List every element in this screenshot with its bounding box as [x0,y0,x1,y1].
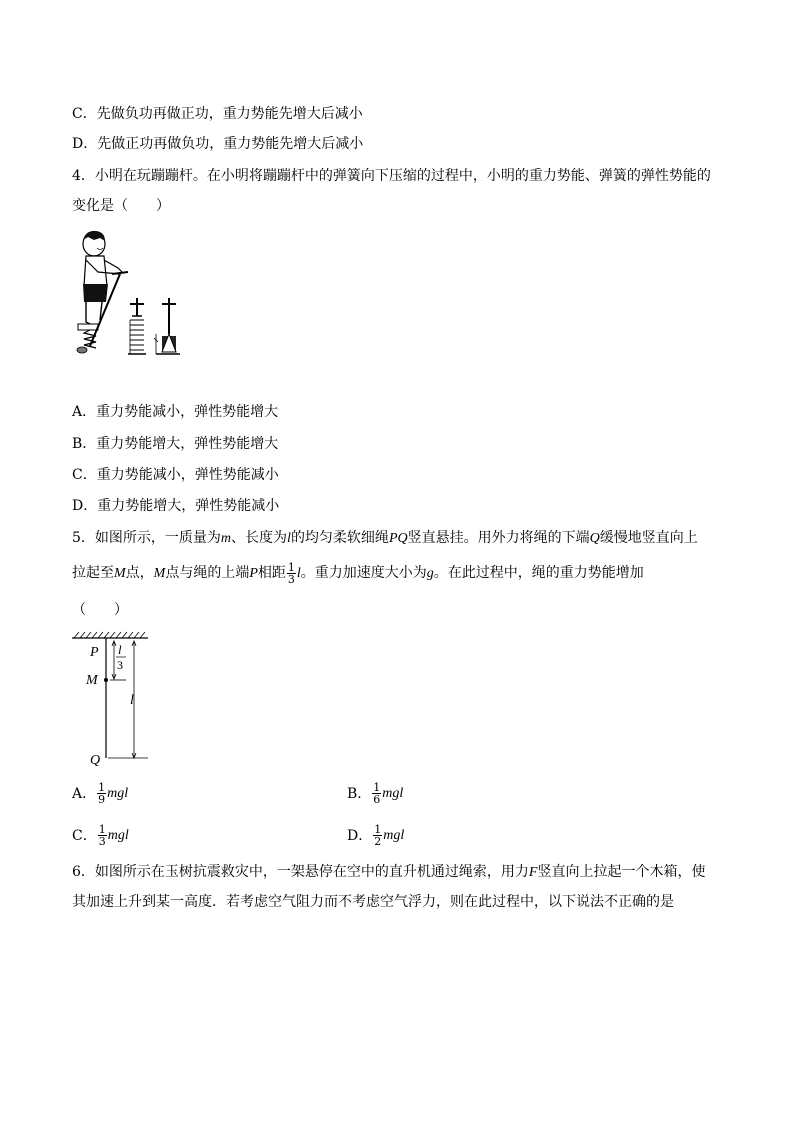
q4-option-a: A．重力势能减小，弹性势能增大 [72,404,279,420]
q4-stem-line2: 变化是（ ） [72,198,170,214]
rope-diagram [72,630,152,766]
q5-option-d: D． $\frac{1}{2}$ mgl [347,823,405,848]
label-m: M [86,673,98,688]
label-p: P [90,645,99,660]
q5-option-a: A． $\frac{1}{9}$ mgl [72,781,129,806]
label-l-full: l [130,693,134,708]
q5-stem-line1: 5．如图所示，一质量为m、长度为l的均匀柔软细绳PQ竖直悬挂。用外力将绳的下端Q缓慢地竖直向上 [72,530,698,546]
label-three: 3 [117,658,123,672]
q6-stem-line2: 其加速上升到某一高度．若考虑空气阻力而不考虑空气浮力，则在此过程中，以下说法不正确的是 [72,894,674,910]
q5-option-b: B． $\frac{1}{6}$ mgl [347,781,404,806]
fraction-one-third: $\frac{1}{3}$ [287,560,295,586]
q4-stem-line1: 4．小明在玩蹦蹦杆。在小明将蹦蹦杆中的弹簧向下压缩的过程中，小明的重力势能、弹簧的弹性势能的 [72,168,711,184]
q4-option-c: C．重力势能减小，弹性势能减小 [72,467,279,483]
q6-stem-line1: 6．如图所示在玉树抗震救灾中，一架悬停在空中的直升机通过绳索，用力F竖直向上拉起一个木箱，使 [72,864,706,880]
pogo-stick-figure [72,226,184,360]
q4-option-d: D．重力势能增大，弹性势能减小 [72,498,280,514]
q3-option-c: C．先做负功再做正功，重力势能先增大后减小 [72,106,363,122]
q5-stem-line2: 拉起至M点，M点与绳的上端P相距 $\frac{1}{3}$ l。重力加速度大小为g。在此过程中，绳的重力势能增加 [72,560,644,586]
q5-option-c: C． $\frac{1}{3}$ mgl [72,823,129,848]
q5-answer-bracket: （ ） [72,602,128,618]
q4-option-b: B．重力势能增大，弹性势能增大 [72,436,279,452]
label-l-small: l [118,642,122,657]
label-q: Q [90,753,101,766]
q3-option-d: D．先做正功再做负功，重力势能先增大后减小 [72,136,364,152]
